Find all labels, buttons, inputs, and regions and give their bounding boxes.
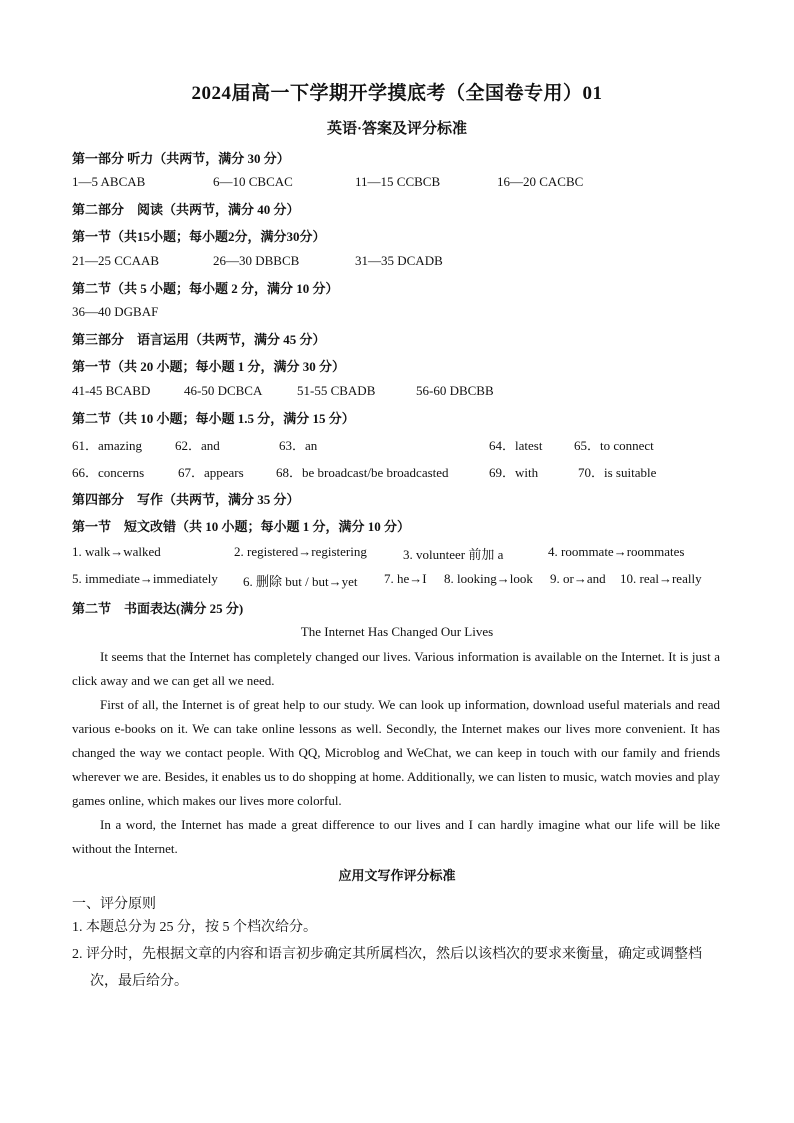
blank-answer: 66．concerns xyxy=(72,465,145,480)
answer-group: 41-45 BCABD xyxy=(72,383,151,398)
page-subtitle: 英语·答案及评分标准 xyxy=(326,121,467,137)
blank-answer: 65．to connect xyxy=(574,438,654,453)
answer-group: 56-60 DBCBB xyxy=(416,383,494,398)
blank-answer: 61．amazing xyxy=(72,438,143,453)
rubric-item: 2. 评分时，先根据文章的内容和语言初步确定其所属档次，然后以该档次的要求来衡量，确定或调整档次，最后给分。 xyxy=(72,947,702,989)
part1-heading: 第一部分 听力（共两节，满分 30 分） xyxy=(72,151,290,166)
correction-answer: 2. registered→registering xyxy=(234,544,367,559)
answer-group: 46-50 DCBCA xyxy=(184,383,263,398)
correction-answer: 5. immediate→immediately xyxy=(72,571,218,586)
rubric-item-wrap xyxy=(72,941,724,995)
rubric-title: 应用文写作评分标准 xyxy=(338,868,456,883)
answer-group: 16—20 CACBC xyxy=(497,174,584,189)
answer-group: 1—5 ABCAB xyxy=(72,174,146,189)
essay-paragraph: It seems that the Internet has completely changed our lives. Various information is available on the Internet. It is just a click away and we can get all we need. xyxy=(72,649,720,688)
answer-group: 11—15 CCBCB xyxy=(355,174,441,189)
essay-title: The Internet Has Changed Our Lives xyxy=(300,624,494,639)
correction-answer: 8. looking→look xyxy=(444,571,533,586)
part3-section1-heading: 第一节（共 20 小题；每小题 1 分，满分 30 分） xyxy=(72,359,346,374)
correction-answer: 3. volunteer 前加 a xyxy=(403,547,504,562)
blank-answer: 68．be broadcast/be broadcasted xyxy=(276,465,449,480)
rubric-item: 1. 本题总分为 25 分，按 5 个档次给分。 xyxy=(72,920,317,935)
answer-group: 26—30 DBBCB xyxy=(213,253,300,268)
part4-section2-heading: 第二节 书面表达(满分 25 分) xyxy=(72,601,244,616)
answer-group: 6—10 CBCAC xyxy=(213,174,293,189)
blank-answer: 67．appears xyxy=(178,465,244,480)
correction-answer: 10. real→really xyxy=(620,571,702,586)
blank-answer: 63．an xyxy=(279,438,318,453)
part3-heading: 第三部分 语言运用（共两节，满分 45 分） xyxy=(72,332,326,347)
blank-answer: 70．is suitable xyxy=(578,465,657,480)
page-title: 2024届高一下学期开学摸底考（全国卷专用）01 xyxy=(191,83,603,104)
answer-group: 51-55 CBADB xyxy=(297,383,376,398)
answer-group: 21—25 CCAAB xyxy=(72,253,160,268)
correction-answer: 9. or→and xyxy=(550,571,606,586)
essay-paragraph: First of all, the Internet is of great help to our study. We can look up information, download useful materials and read various e-books on it. We can take online lessons as well. Secondly, the Internet makes our lives more convenient. It has changed the way we contact people. With QQ, Microblog and WeChat, we can keep in touch with our family and friends wherever we are. Besides, it enables us to do shopping at home. Additionally, we can listen to music, watch movies and play games online, which makes our lives more colorful. xyxy=(72,697,720,808)
correction-answer: 1. walk→walked xyxy=(72,544,161,559)
answer-group: 36—40 DGBAF xyxy=(72,304,159,319)
blank-answer: 69．with xyxy=(489,465,539,480)
part3-section2-heading: 第二节（共 10 小题；每小题 1.5 分，满分 15 分） xyxy=(72,411,355,426)
correction-answer: 7. he→I xyxy=(384,571,427,586)
correction-answer: 6. 删除 but / but→yet xyxy=(243,574,358,589)
correction-answer: 4. roommate→roommates xyxy=(548,544,685,559)
blank-answer: 62．and xyxy=(175,438,220,453)
answer-group: 31—35 DCADB xyxy=(355,253,443,268)
part4-heading: 第四部分 写作（共两节，满分 35 分） xyxy=(72,492,300,507)
essay-paragraph: In a word, the Internet has made a great difference to our lives and I can hardly imagine what our life will be like without the Internet. xyxy=(72,817,720,856)
part2-section1-heading: 第一节（共15小题；每小题2分，满分30分） xyxy=(72,229,326,244)
part2-heading: 第二部分 阅读（共两节，满分 40 分） xyxy=(72,202,300,217)
rubric-principle-heading: 一、评分原则 xyxy=(72,897,156,912)
part2-section2-heading: 第二节（共 5 小题；每小题 2 分，满分 10 分） xyxy=(72,281,339,296)
blank-answer: 64．latest xyxy=(489,438,543,453)
part4-section1-heading: 第一节 短文改错（共 10 小题；每小题 1 分，满分 10 分） xyxy=(72,519,411,534)
essay-body xyxy=(72,645,720,861)
